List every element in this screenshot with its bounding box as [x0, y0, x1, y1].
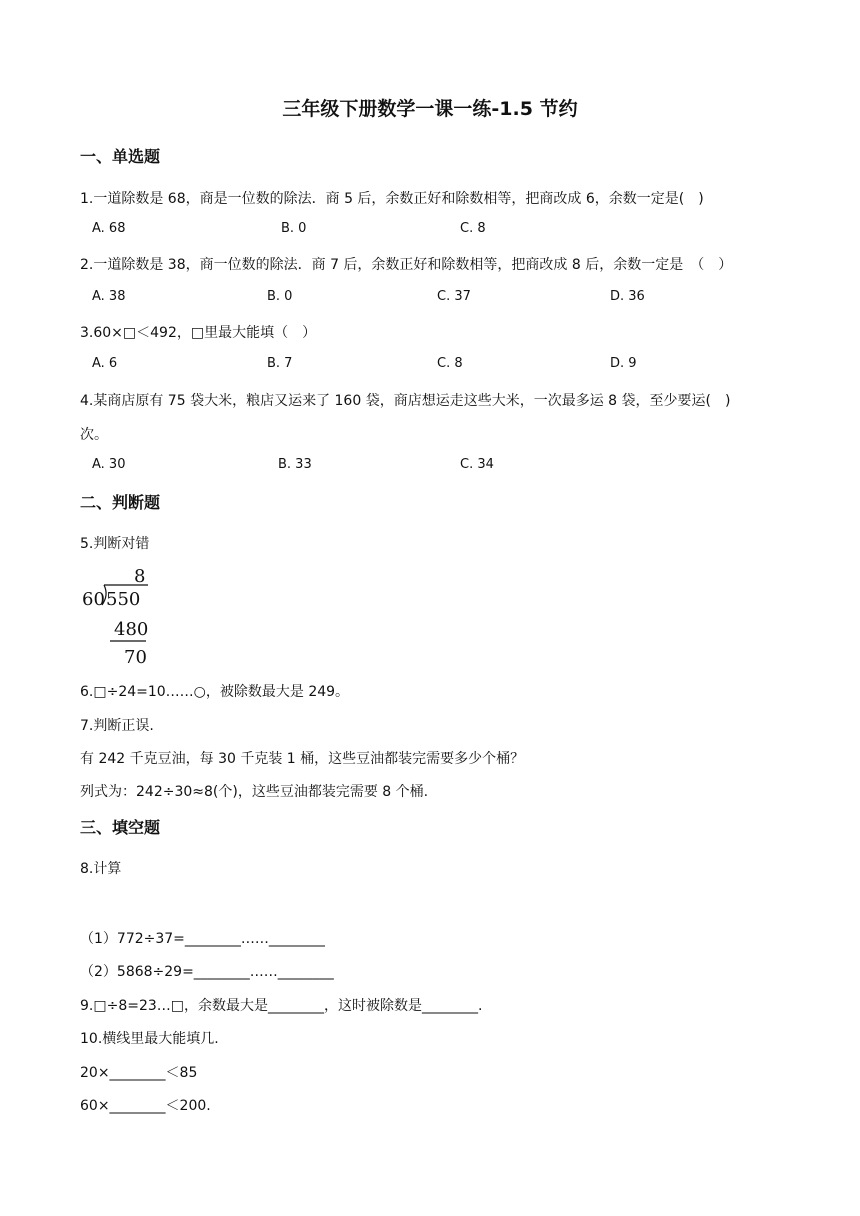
question-2-option-b[interactable]: B. 0: [267, 289, 293, 304]
section-heading-single-choice: 一、单选题: [80, 147, 161, 166]
section-heading-true-false: 二、判断题: [80, 493, 161, 512]
question-2-option-d[interactable]: D. 36: [610, 289, 645, 304]
question-3-text: 3.60×□＜492，□里最大能填（ ）: [80, 325, 317, 341]
question-10-line-1[interactable]: 20×________＜85: [80, 1065, 198, 1081]
division-product: 480: [114, 619, 149, 640]
question-1-text: 1.一道除数是 68，商是一位数的除法．商 5 后，余数正好和除数相等，把商改成 6，余数一定是( ): [80, 191, 704, 207]
question-5-text: 5.判断对错: [80, 536, 150, 552]
division-dividend: 550: [106, 589, 141, 610]
question-2-option-c[interactable]: C. 37: [437, 289, 471, 304]
page-title: 三年级下册数学一课一练-1.5 节约: [282, 98, 578, 120]
question-3-option-b[interactable]: B. 7: [267, 356, 293, 371]
question-3-option-d[interactable]: D. 9: [610, 356, 637, 371]
question-1-option-c[interactable]: C. 8: [460, 221, 486, 236]
question-4-option-b[interactable]: B. 33: [278, 457, 312, 472]
division-remainder: 70: [124, 647, 147, 668]
question-9-text[interactable]: 9.□÷8=23…□，余数最大是________，这时被除数是________.: [80, 998, 483, 1014]
question-8-item-2[interactable]: （2）5868÷29=________……________: [80, 964, 334, 980]
question-2-text: 2.一道除数是 38，商一位数的除法．商 7 后，余数正好和除数相等，把商改成 8 后，余数一定是 （ ）: [80, 257, 733, 273]
question-4-option-a[interactable]: A. 30: [92, 457, 126, 472]
question-4-text-line1: 4.某商店原有 75 袋大米，粮店又运来了 160 袋，商店想运走这些大米，一次最多运 8 袋，至少要运( ): [80, 393, 731, 409]
question-8-text: 8.计算: [80, 861, 122, 877]
question-6-text: 6.□÷24=10……○，被除数最大是 249。: [80, 684, 350, 700]
question-10-text: 10.横线里最大能填几.: [80, 1031, 219, 1047]
question-8-item-1[interactable]: （1）772÷37=________……________: [80, 931, 325, 947]
question-2-option-a[interactable]: A. 38: [92, 289, 126, 304]
question-10-line-2[interactable]: 60×________＜200.: [80, 1098, 211, 1114]
question-7-text-line3: 列式为：242÷30≈8(个)，这些豆油都装完需要 8 个桶.: [80, 784, 429, 800]
question-7-text-line1: 7.判断正误.: [80, 718, 154, 734]
question-1-option-b[interactable]: B. 0: [281, 221, 307, 236]
question-4-text-line2: 次。: [80, 427, 108, 443]
question-4-option-c[interactable]: C. 34: [460, 457, 494, 472]
division-quotient: 8: [134, 566, 146, 587]
long-division-figure: [82, 563, 162, 673]
division-divisor: 60: [82, 589, 105, 610]
question-1-option-a[interactable]: A. 68: [92, 221, 126, 236]
question-3-option-a[interactable]: A. 6: [92, 356, 118, 371]
question-3-option-c[interactable]: C. 8: [437, 356, 463, 371]
section-heading-fill-blank: 三、填空题: [80, 818, 161, 837]
question-7-text-line2: 有 242 千克豆油，每 30 千克装 1 桶，这些豆油都装完需要多少个桶？: [80, 751, 525, 767]
